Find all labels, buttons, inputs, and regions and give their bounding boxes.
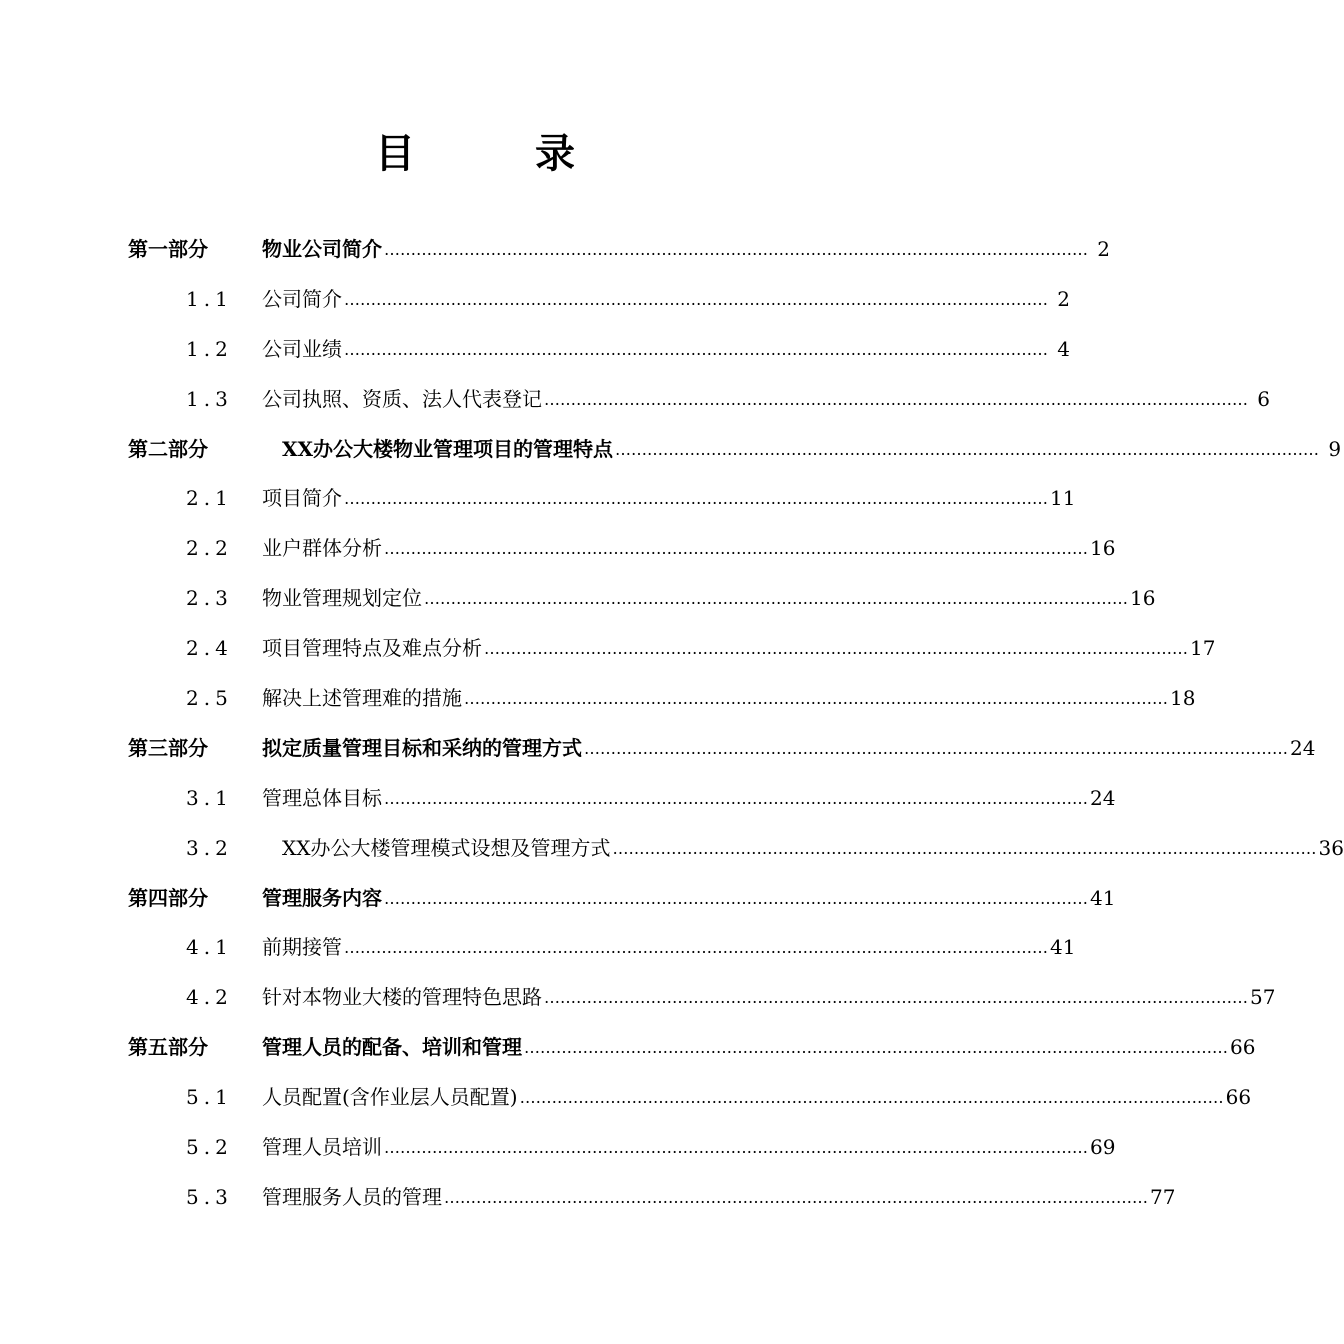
toc-entry-title: 管理服务人员的管理 [262,1184,442,1209]
toc-page-number: 24 [1090,785,1116,810]
toc-part-entry[interactable] [0,225,1110,275]
toc-entry-title: 前期接管 [262,935,342,960]
toc-dot-leader: …………………………………………………………………………………………………………………… [384,539,1088,559]
toc-section-entry[interactable] [0,973,1276,1023]
toc-entry-title: XX办公大楼物业管理项目的管理特点 [282,436,614,461]
toc-page-number: 41 [1050,935,1076,960]
toc-entry-title: 管理总体目标 [262,785,382,810]
toc-entry-title: 针对本物业大楼的管理特色思路 [262,985,542,1010]
toc-entry-number: 第三部分 [128,735,208,760]
toc-entry-number: 2.2 [186,536,233,561]
toc-entry-number: 第四部分 [128,885,208,910]
toc-dot-leader: …………………………………………………………………………………………………………………… [464,689,1168,709]
toc-section-entry[interactable] [0,574,1156,624]
toc-dot-leader: …………………………………………………………………………………………………………………… [519,1088,1224,1108]
toc-entry-number: 4.2 [186,985,233,1010]
toc-entry-number: 2.3 [186,586,233,611]
toc-entry-body [262,1073,1252,1123]
toc-entry-number: 3.2 [186,835,233,860]
toc-entry-body [262,425,1342,475]
toc-entry-title: 管理服务内容 [262,885,382,910]
toc-dot-leader: …………………………………………………………………………………………………………………… [544,988,1248,1008]
toc-entry-body [262,874,1116,924]
toc-entry-number: 1.2 [186,336,233,361]
toc-entry-body [262,973,1276,1023]
toc-page-number: 77 [1150,1184,1176,1209]
toc-entry-title: 项目管理特点及难点分析 [262,636,482,661]
toc-entry-number: 2.4 [186,636,233,661]
toc-entry-number: 5.1 [186,1085,233,1110]
page-title [0,126,950,182]
toc-section-entry[interactable] [0,923,1076,973]
toc-page-number: 66 [1230,1035,1256,1060]
toc-dot-leader: …………………………………………………………………………………………………………………… [344,289,1048,309]
toc-entry-title: 公司业绩 [262,336,342,361]
title-char-1: 目 [375,130,415,177]
toc-dot-leader: …………………………………………………………………………………………………………………… [612,838,1317,858]
toc-entry-title: 物业公司简介 [262,237,382,261]
toc-dot-leader: …………………………………………………………………………………………………………………… [424,589,1128,609]
toc-entry-title: 公司执照、资质、法人代表登记 [262,386,542,411]
toc-page-number: 11 [1050,486,1076,511]
toc-entry-title: 项目简介 [262,486,342,511]
toc-section-entry[interactable] [0,375,1270,425]
toc-entry-body [262,574,1156,624]
toc-entry-number: 5.2 [186,1135,233,1160]
toc-entry-title: 公司简介 [262,286,342,311]
toc-page-number: 2 [1057,286,1070,311]
toc-entry-body [262,1123,1116,1173]
toc-entry-title: 物业管理规划定位 [262,586,422,611]
toc-part-entry[interactable] [0,425,1342,475]
toc-entry-title: 业户群体分析 [262,536,382,561]
toc-part-entry[interactable] [0,724,1316,774]
toc-entry-body [262,824,1344,874]
toc-entry-body [262,524,1116,574]
toc-entry-body [262,923,1076,973]
toc-dot-leader: …………………………………………………………………………………………………………………… [384,240,1088,259]
toc-page-number: 57 [1250,985,1276,1010]
toc-entry-number: 3.1 [186,785,233,810]
toc-entry-body [262,474,1076,524]
toc-entry-body [262,375,1270,425]
toc-entry-body [262,1023,1256,1073]
toc-entry-number: 第一部分 [128,237,208,261]
toc-entry-title: 人员配置(含作业层人员配置) [262,1085,518,1110]
toc-section-entry[interactable] [0,1073,1252,1123]
toc-entry-number: 1.1 [186,286,233,311]
toc-page-number: 24 [1290,735,1316,760]
toc-entry-number: 4.1 [186,935,233,960]
toc-page-number: 4 [1057,336,1070,361]
toc-page-number: 66 [1225,1085,1252,1110]
toc-section-entry[interactable] [0,325,1070,375]
toc-page-number: 36 [1318,835,1344,860]
toc-entry-title: 管理人员的配备、培训和管理 [262,1035,522,1060]
toc-entry-title: 拟定质量管理目标和采纳的管理方式 [262,735,582,760]
toc-dot-leader: …………………………………………………………………………………………………………………… [615,439,1320,459]
toc-page-number: 17 [1190,636,1216,661]
toc-entry-title: 解决上述管理难的措施 [262,686,462,711]
toc-section-entry[interactable] [0,624,1216,674]
toc-entry-body [262,275,1070,325]
toc-entry-body [262,325,1070,375]
toc-section-entry[interactable] [0,824,1344,874]
toc-section-entry[interactable] [0,674,1196,724]
toc-dot-leader: …………………………………………………………………………………………………………………… [444,1187,1148,1207]
toc-dot-leader: …………………………………………………………………………………………………………………… [384,1138,1088,1158]
toc-entry-number: 第五部分 [128,1035,208,1060]
toc-entry-body [262,1173,1176,1223]
toc-entry-body [262,674,1196,724]
toc-entry-title: XX办公大楼管理模式设想及管理方式 [282,835,611,860]
toc-dot-leader: …………………………………………………………………………………………………………………… [344,938,1048,958]
toc-entry-number: 1.3 [186,386,233,411]
toc-entry-body [262,724,1316,774]
toc-dot-leader: …………………………………………………………………………………………………………………… [344,489,1048,509]
toc-dot-leader: …………………………………………………………………………………………………………………… [384,788,1088,808]
toc-page-number: 6 [1257,386,1270,411]
title-char-2: 录 [535,130,575,177]
toc-entry-number: 5.3 [186,1184,233,1209]
toc-page-number: 18 [1170,686,1196,711]
toc-dot-leader: …………………………………………………………………………………………………………………… [524,1038,1228,1058]
toc-entry-body [262,774,1116,824]
toc-entry-number: 第二部分 [128,436,208,461]
toc-dot-leader: …………………………………………………………………………………………………………………… [384,888,1088,908]
toc-page-number: 16 [1090,536,1116,561]
toc-page-number: 9 [1328,436,1342,461]
toc-section-entry[interactable] [0,774,1116,824]
toc-dot-leader: …………………………………………………………………………………………………………………… [584,738,1288,758]
toc-entry-body [262,624,1216,674]
toc-page-number: 16 [1130,586,1156,611]
toc-entry-body [262,225,1110,275]
toc-dot-leader: …………………………………………………………………………………………………………………… [344,339,1048,359]
toc-section-entry[interactable] [0,1173,1176,1223]
toc-section-entry[interactable] [0,474,1076,524]
table-of-contents [0,225,1344,1223]
toc-part-entry[interactable] [0,1023,1256,1073]
toc-section-entry[interactable] [0,524,1116,574]
toc-page-number: 41 [1090,885,1116,910]
toc-entry-number: 2.1 [186,486,233,511]
toc-section-entry[interactable] [0,1123,1116,1173]
toc-section-entry[interactable] [0,275,1070,325]
toc-dot-leader: …………………………………………………………………………………………………………………… [484,639,1188,659]
toc-entry-number: 2.5 [186,686,233,711]
toc-entry-title: 管理人员培训 [262,1135,382,1160]
toc-page-number: 69 [1090,1135,1116,1160]
toc-dot-leader: …………………………………………………………………………………………………………………… [544,389,1248,409]
toc-page-number: 2 [1097,237,1110,261]
toc-part-entry[interactable] [0,874,1116,924]
